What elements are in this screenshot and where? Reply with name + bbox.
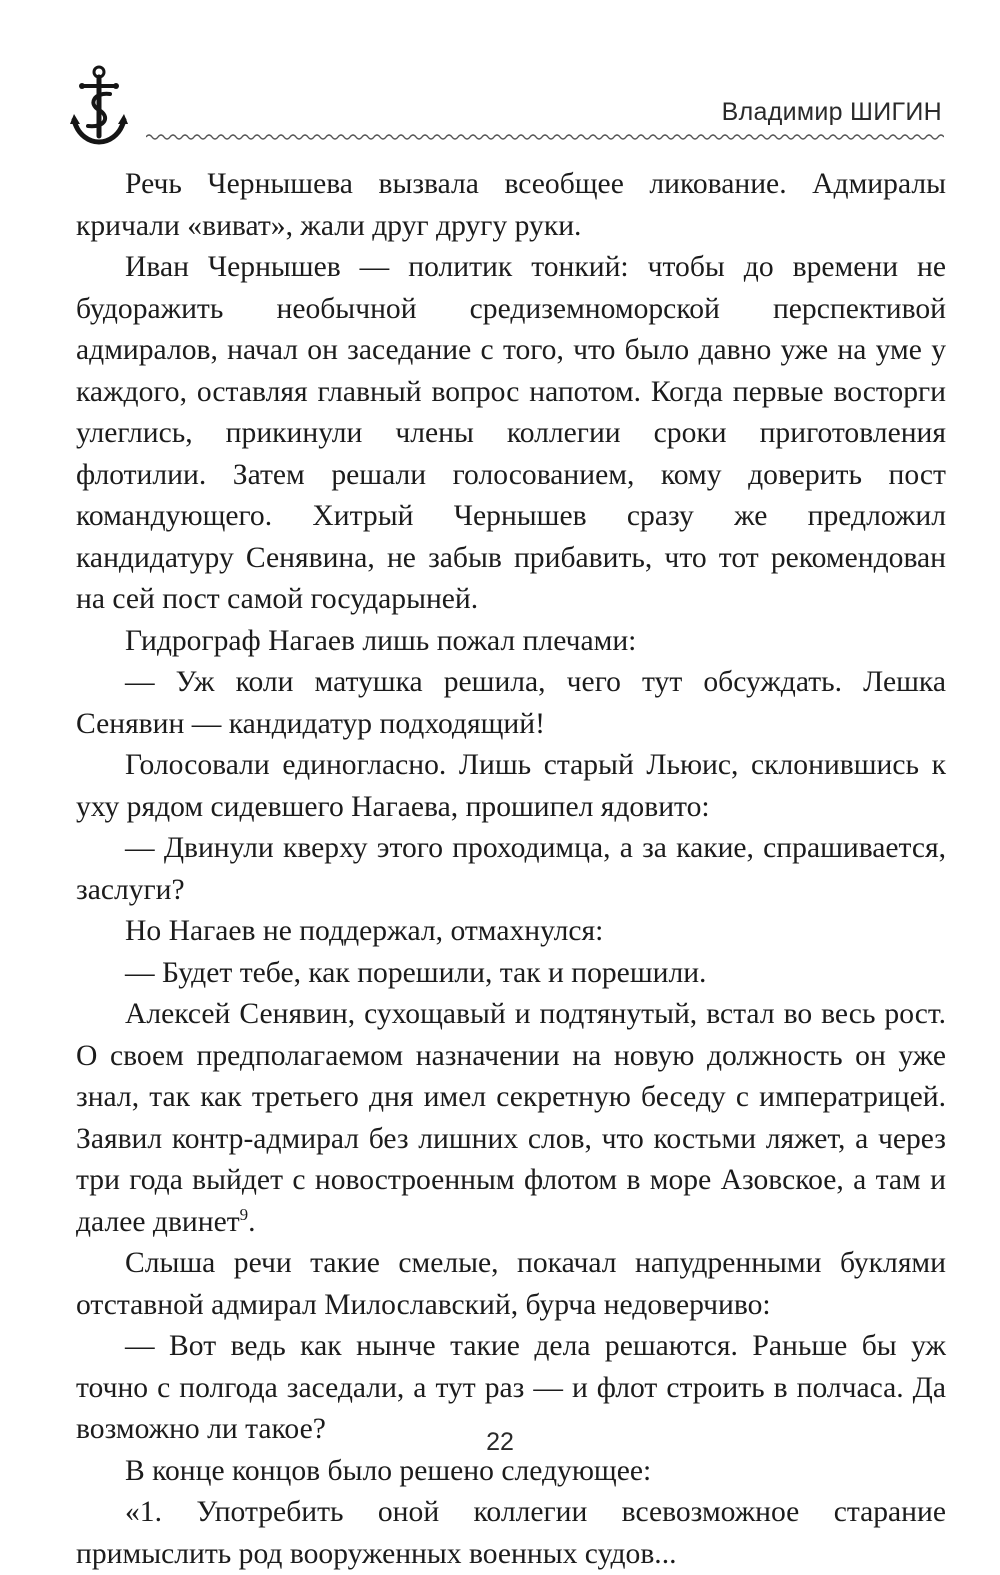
paragraph: — Будет тебе, как порешили, так и порешили. — [125, 956, 707, 989]
running-head-author: Владимир ШИГИН — [721, 98, 942, 126]
header-wavy-rule — [146, 132, 944, 142]
anchor-icon — [68, 64, 130, 146]
main-text — [76, 164, 946, 1575]
paragraph: Иван Чернышев — политик тонкий: чтобы до времени не будоражить необычной средиземноморской перспективой адмиралов, начал он заседание с того, что было давно уже на уме у каждого, оставляя главный вопрос напотом. Когда первые восторги улеглись, прикинули члены коллегии сроки приготовления флотилии. Затем решали голосованием, кому доверить пост командующего. Хитрый Чернышев сразу же предложил кандидатуру Сенявина, не забыв прибавить, что тот рекомендован на сей пост самой государыней. — [76, 251, 946, 615]
paragraph: «1. Употребить оной коллегии всевозможное старание примыслить род вооруженных военных судов... — [76, 1496, 946, 1570]
paragraph: Алексей Сенявин, сухощавый и подтянутый, встал во весь рост. О своем предполагаемом назначении на новую должность он уже знал, так как третьего дня имел секретную беседу с императрицей. Заявил контр-адмирал без лишних слов, что костьми ляжет, а через три года выйдет с новостроенным флотом в море Азовское, а там и далее двинет$^9$. — [76, 998, 946, 1238]
paragraph: Гидрограф Нагаев лишь пожал плечами: — [125, 624, 637, 657]
paragraph: — Двинули кверху этого проходимца, а за какие, спрашивается, заслуги? — [76, 832, 946, 906]
paragraph: В конце концов было решено следующее: — [125, 1454, 652, 1487]
paragraph: — Уж коли матушка решила, чего тут обсуждать. Лешка Сенявин — кандидатур подходящий! — [76, 666, 946, 740]
footnote-marker[interactable]: 9 — [239, 1204, 249, 1224]
paragraph: Слыша речи такие смелые, покачал напудренными буклями отставной адмирал Милославский, бурча недоверчиво: — [76, 1247, 946, 1321]
paragraph: Голосовали единогласно. Лишь старый Льюис, склонившись к уху рядом сидевшего Нагаева, прошипел ядовито: — [76, 749, 946, 823]
paragraph: Но Нагаев не поддержал, отмахнулся: — [125, 915, 604, 947]
paragraph: Речь Чернышева вызвала всеобщее ликование. Адмиралы кричали «виват», жали друг другу руки. — [76, 168, 946, 242]
page-number: 22 — [486, 1428, 514, 1456]
paragraph: — Вот ведь как нынче такие дела решаются. Раньше бы уж точно с полгода заседали, а тут раз — и флот строить в полчаса. Да возможно ли такое? — [76, 1330, 946, 1445]
